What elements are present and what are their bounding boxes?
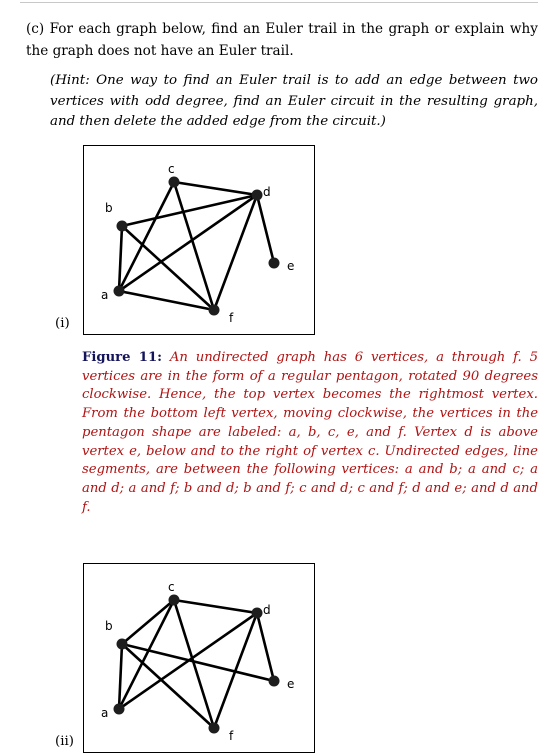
vertex-d (252, 608, 263, 619)
edge-a-b (119, 226, 122, 291)
caption-text: An undirected graph has 6 vertices, a through f. 5 vertices are in the form of a regular pentagon, rotated 90 degrees clockwise. Hence, the top vertex becomes the rightmost vertex. From the bottom left vertex, moving clockwise, the vertices in the pentagon shape are labeled: a, b, c, e, and f. Vertex d is above vertex e, below and to the right of vertex c. Undirected edges, line segments, are between the following vertices: a and b; a and c; a and d; a and f; b and d; b and f; c and d; c and f; d and e; and d and f. (82, 350, 538, 515)
edge-d-e (257, 195, 274, 263)
vertex-b (117, 639, 128, 650)
edge-d-f (214, 195, 257, 310)
question-text: For each graph below, find an Euler trail in the graph or explain why the graph does not have an Euler trail. (26, 21, 538, 59)
graph-i-svg (84, 146, 314, 334)
hint: (Hint: One way to find an Euler trail is to add an edge between two vertices with odd degree, find an Euler circuit in the resulting graph, and then delete the added edge from the circuit.) (50, 73, 538, 129)
graph-i-edges (119, 182, 274, 310)
vertex-d (252, 190, 263, 201)
vertex-a (114, 704, 125, 715)
graph-ii-svg (84, 564, 314, 752)
vertex-b (117, 221, 128, 232)
top-rule (20, 2, 538, 3)
vertex-label-b: b (105, 201, 113, 215)
edge-a-c (119, 182, 174, 291)
vertex-f (209, 305, 220, 316)
graph-i-box (83, 145, 315, 335)
vertex-label-c: c (168, 162, 175, 176)
edge-a-f (119, 291, 214, 310)
vertex-c (169, 595, 180, 606)
edge-b-c (122, 600, 174, 644)
edge-c-d (174, 600, 257, 613)
caption-label: Figure 11: (82, 350, 163, 365)
vertex-label-f: f (229, 311, 234, 325)
figure-caption (82, 349, 538, 517)
edge-d-f (214, 613, 257, 728)
edge-d-e (257, 613, 274, 681)
edge-c-d (174, 182, 257, 195)
vertex-e (269, 676, 280, 687)
vertex-label-a: a (101, 706, 109, 720)
vertex-a (114, 286, 125, 297)
vertex-c (169, 177, 180, 188)
vertex-label-d: d (263, 185, 271, 199)
vertex-label-d: d (263, 603, 271, 617)
vertex-label-a: a (101, 288, 109, 302)
vertex-label-e: e (287, 259, 295, 273)
graph-i-label: (i) (55, 316, 70, 331)
vertex-label-b: b (105, 619, 113, 633)
question-part: (c) (26, 21, 45, 37)
graph-ii-edges (119, 600, 274, 728)
vertex-label-c: c (168, 580, 175, 594)
graph-ii-label: (ii) (55, 734, 75, 749)
graph-ii-box (83, 563, 315, 753)
vertex-label-e: e (287, 677, 295, 691)
question (26, 18, 538, 62)
vertex-f (209, 723, 220, 734)
edge-a-b (119, 644, 122, 709)
vertex-label-f: f (229, 729, 234, 743)
vertex-e (269, 258, 280, 269)
